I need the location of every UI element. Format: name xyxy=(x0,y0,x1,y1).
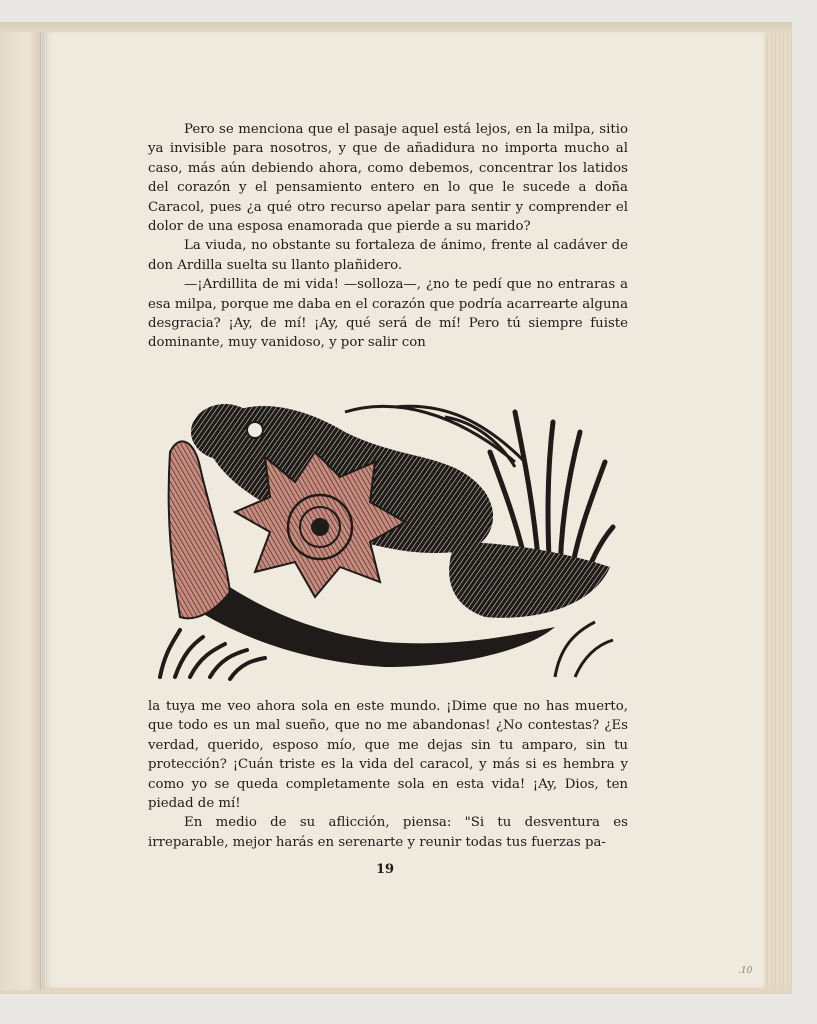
grass-left xyxy=(160,630,265,679)
text-block-top xyxy=(148,120,628,353)
page-number: 19 xyxy=(375,862,395,877)
paragraph: En medio de su aflicción, piensa: "Si tu desventura es irreparable, mejor harás en serenarte y reunir todas tus fuerzas pa- xyxy=(148,815,628,850)
woodcut-illustration xyxy=(155,392,617,684)
squirrel-snail-woodcut xyxy=(155,392,617,684)
text-block-bottom xyxy=(148,697,628,852)
pencil-mark: .10 xyxy=(738,966,753,976)
paragraph: —¡Ardillita de mi vida! —solloza—, ¿no te pedí que no entraras a esa milpa, porque me daba en el corazón que podría acarrearte alguna desgracia? ¡Ay, de mí! ¡Ay, qué será de mí! Pero tú siempre fuiste dominante, muy vanidoso, y por salir con xyxy=(148,277,628,351)
paragraph: la tuya me veo ahora sola en este mundo. ¡Dime que no has muerto, que todo es un mal sueño, que no me abandonas! ¿No contestas? ¿Es verdad, querido, esposo mío, que me dejas sin tu amparo, sin tu protección? ¡Cuán triste es la vida del caracol, y más si es hembra y como yo se queda completamente sola en esta vida! ¡Ay, Dios, ten piedad de mí! xyxy=(148,699,628,812)
page-stack-edge xyxy=(764,34,792,986)
paragraph: La viuda, no obstante su fortaleza de ánimo, frente al cadáver de don Ardilla suelta su llanto plañidero. xyxy=(148,238,628,273)
paragraph: Pero se menciona que el pasaje aquel está lejos, en la milpa, sitio ya invisible para nosotros, y que de añadidura no importa mucho al caso, más aún debiendo ahora, como debemos, concentrar los latidos del corazón y el pensamiento entero en lo que le sucede a doña Caracol, pues ¿a qué otro recurso apelar para sentir y comprender el dolor de una esposa enamorada que pierde a su marido? xyxy=(148,122,628,235)
squirrel-eye xyxy=(247,422,263,438)
squirrel-tail xyxy=(449,542,610,618)
left-page-edge xyxy=(0,32,41,990)
fern-right xyxy=(555,622,613,677)
